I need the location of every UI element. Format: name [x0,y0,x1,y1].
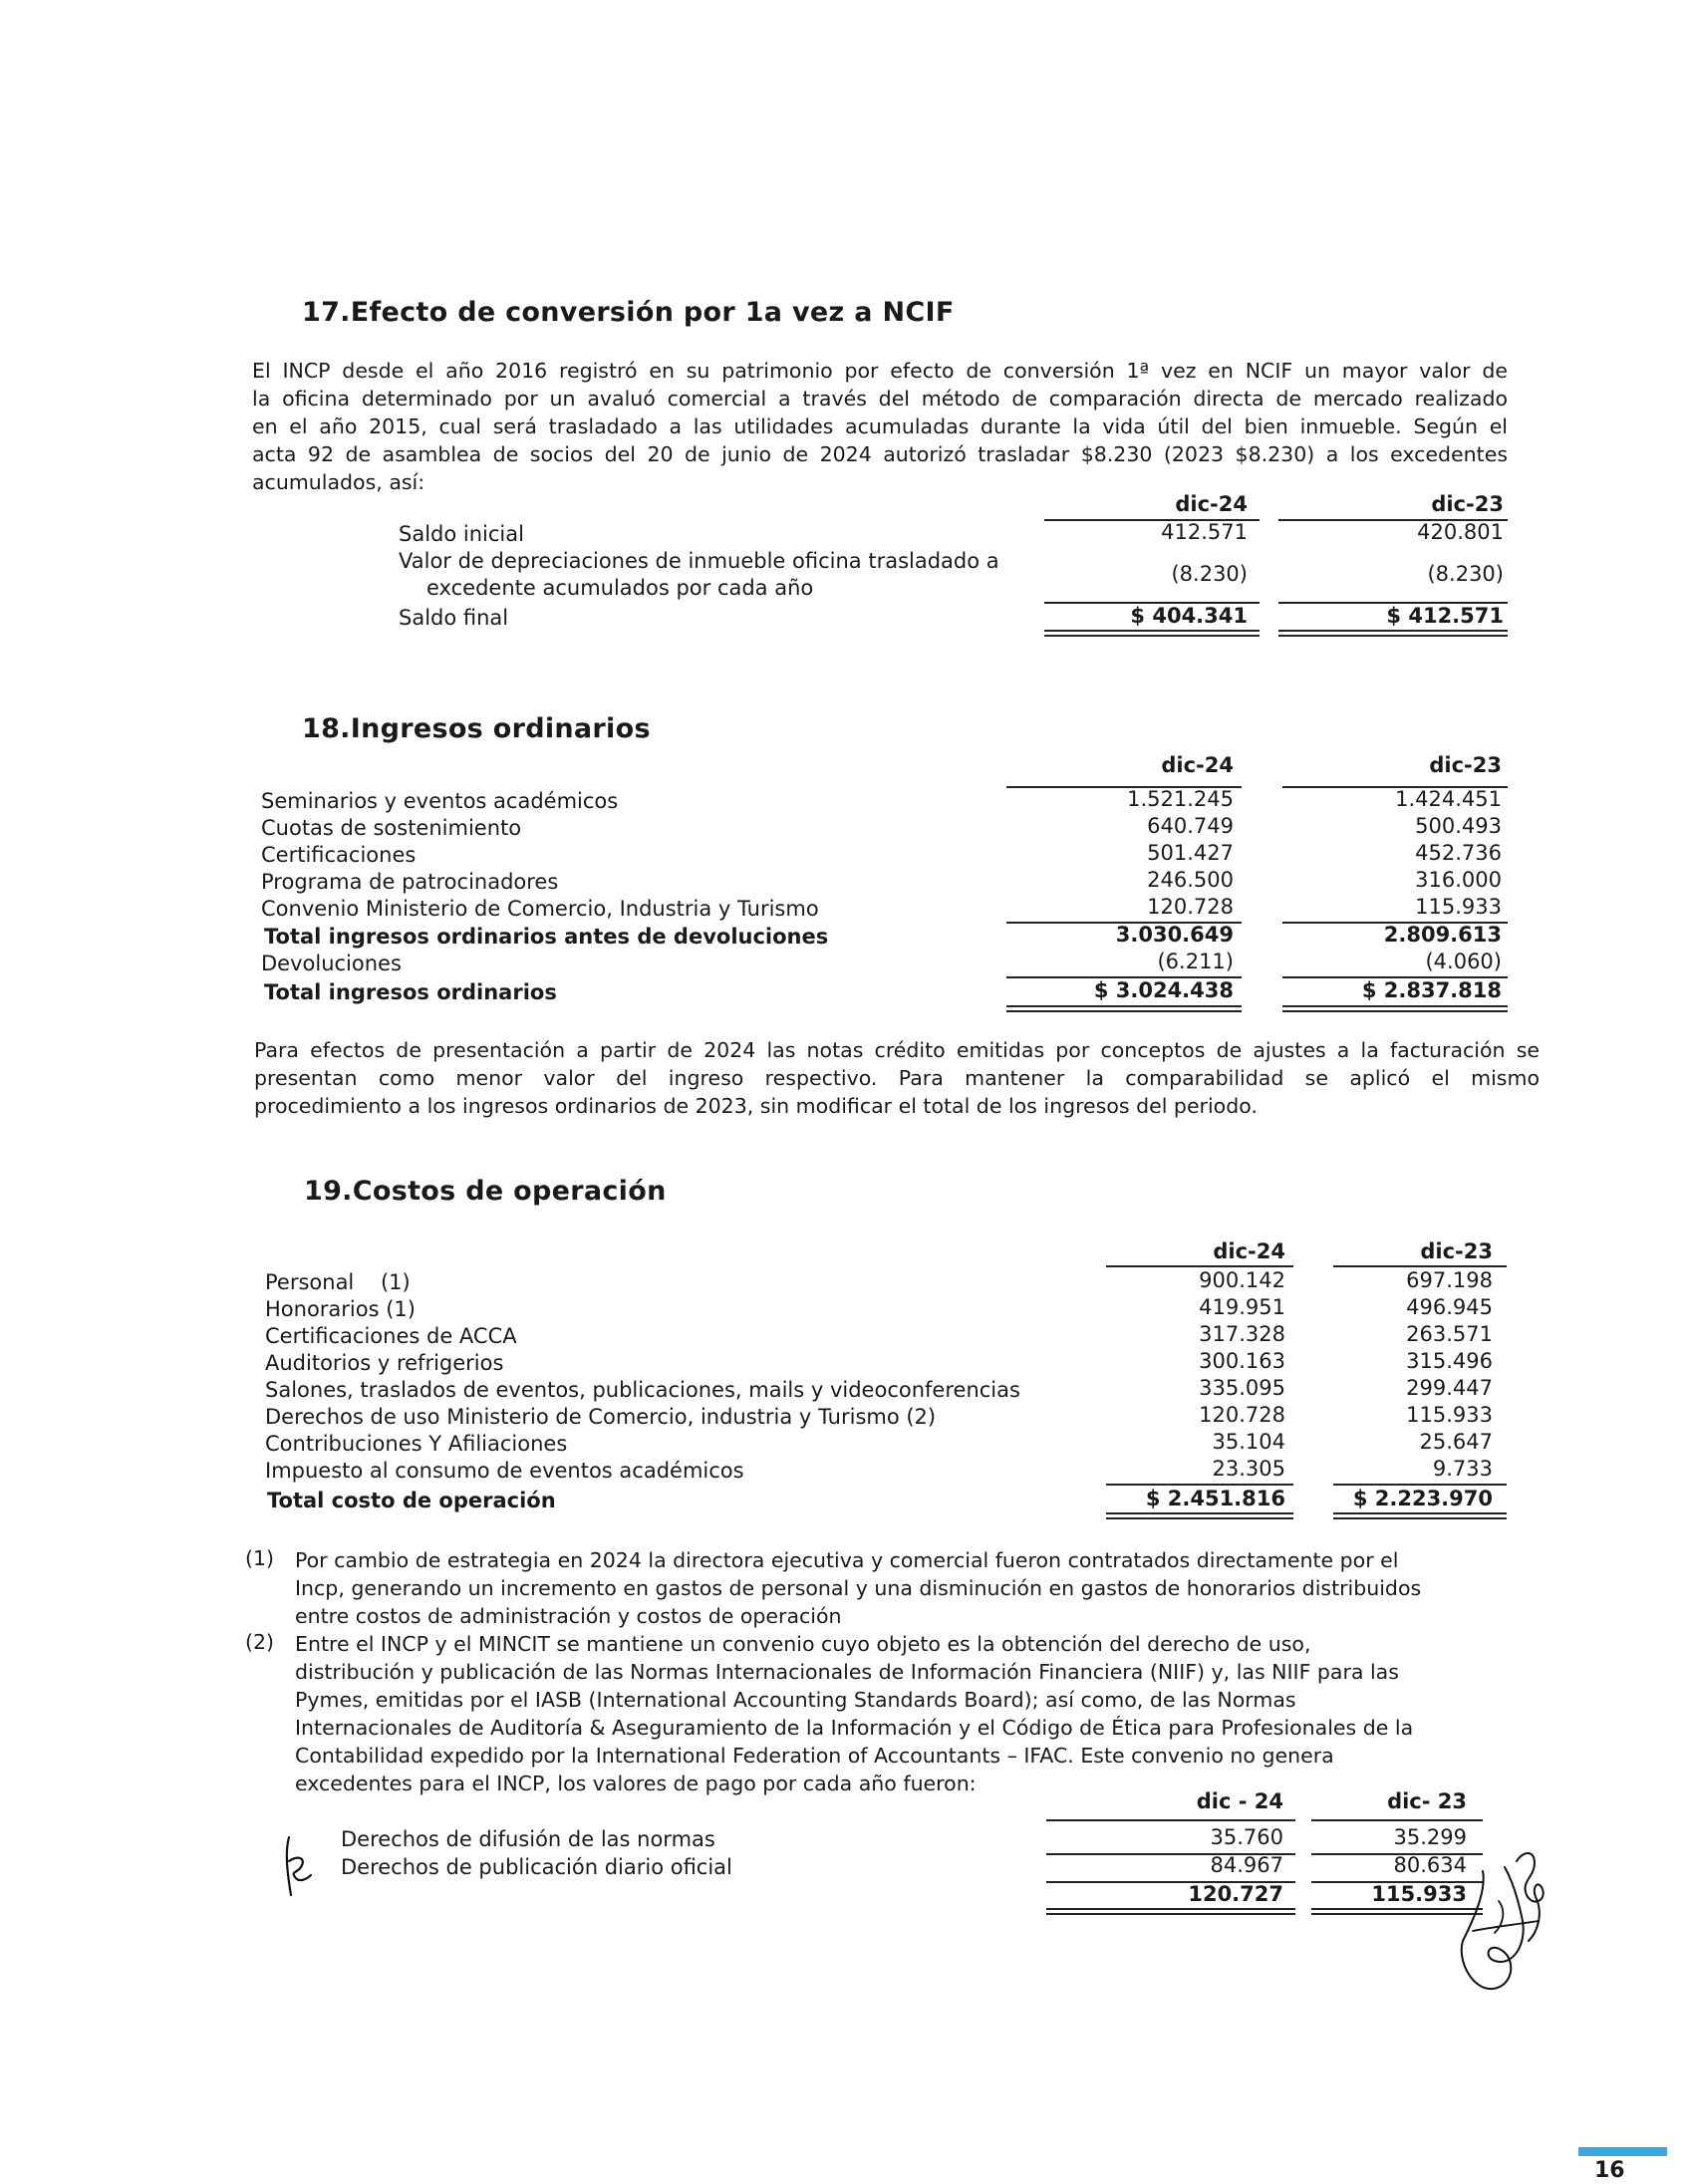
sub-total-dic-24: 120.727 [1188,1882,1283,1906]
table-row-label: Devoluciones [261,952,402,975]
sub-row-value-dic-24: 35.760 [1210,1825,1283,1849]
table-row-value-dic-24: (6.211) [1157,950,1234,973]
header-rule [1311,1819,1483,1821]
table-row-value-dic-24: 419.951 [1199,1295,1285,1319]
table-row-value-dic-23: 115.933 [1406,1403,1493,1427]
header-rule [1106,1265,1293,1267]
table-row-label-total: Total costo de operación [267,1489,556,1512]
table-row-value-dic-24: $ 3.024.438 [1093,978,1234,1002]
total-double-rule [1278,630,1508,637]
footer-accent-bar [1578,2147,1667,2156]
sub-row-value-dic-23: 80.634 [1393,1853,1467,1877]
table-row-label-total: Total ingresos ordinarios [264,980,557,1004]
signature-icon [1443,1841,1572,2001]
sub-row-label: Derechos de difusión de las normas [341,1827,715,1851]
table-row-value-dic-23: $ 2.837.818 [1361,978,1502,1002]
row-label: Saldo inicial [399,522,524,546]
total-double-rule [1046,1908,1295,1915]
page-number: 16 [1594,2158,1625,2183]
section-17-title: 17.Efecto de conversión por 1a vez a NCIF [302,297,955,328]
table-row-value-dic-24: 1.521.245 [1127,787,1234,811]
table-row-value-dic-24: 3.030.649 [1115,923,1234,947]
footnote-line: Incp, generando un incremento en gastos de personal y una disminución en gastos de honorarios distribuidos [295,1576,1422,1600]
table-row-value-dic-24: 335.095 [1199,1376,1285,1400]
table-row-value-dic-23: 315.496 [1406,1349,1493,1373]
section-18-paragraph [254,1036,1540,1120]
table-row-value-dic-23: 9.733 [1432,1457,1493,1481]
section-18-title: 18.Ingresos ordinarios [302,713,651,744]
total-double-rule [1006,1005,1242,1012]
sub-row-label: Derechos de publicación diario oficial [341,1855,732,1879]
table-row-label: Auditorios y refrigerios [265,1351,504,1375]
table-row-value-dic-24: 35.104 [1212,1430,1285,1454]
col-header-dic-23: dic-23 [1420,1239,1493,1263]
table-row-label: Certificaciones de ACCA [265,1324,517,1348]
table-row-value-dic-23: 25.647 [1419,1430,1493,1454]
table-row-value-dic-24: 317.328 [1199,1322,1285,1346]
table-row-value-dic-24: 23.305 [1212,1457,1285,1481]
sub-row-value-dic-24: 84.967 [1210,1853,1283,1877]
footnote-marker-2: (2) [245,1630,275,1654]
col-header-dic-23: dic-23 [1431,492,1504,516]
table-row-value-dic-24: 120.728 [1199,1403,1285,1427]
table-row-value-dic-24: 300.163 [1199,1349,1285,1373]
footnote-line: distribución y publicación de las Normas Internacionales de Información Financiera (NIIF) y, las NIIF para las [295,1660,1399,1684]
footnote-marker-1: (1) [245,1546,275,1570]
table-row-value-dic-24: 246.500 [1147,868,1234,892]
sub-total-dic-23: 115.933 [1371,1882,1467,1906]
row-label: Valor de depreciaciones de inmueble oficina trasladado a [399,549,999,573]
table-row-label: Cuotas de sostenimiento [261,816,522,840]
row-value-dic-23: (8.230) [1427,562,1504,586]
col-header-dic-23: dic- 23 [1387,1789,1467,1813]
paragraph-line: presentan como menor valor del ingreso respectivo. Para mantener la comparabilidad se aplicó el mismo [254,1066,1540,1090]
table-row-value-dic-24: 120.728 [1147,895,1234,919]
table-row-value-dic-23: 1.424.451 [1395,787,1502,811]
table-row-label: Salones, traslados de eventos, publicaciones, mails y videoconferencias [265,1378,1020,1402]
row-value-dic-23: 420.801 [1417,520,1504,544]
total-double-rule [1044,630,1260,637]
table-row-value-dic-23: 299.447 [1406,1376,1493,1400]
footnote-line: entre costos de administración y costos de operación [295,1604,842,1628]
row-value-dic-24: (8.230) [1171,562,1248,586]
header-rule [1333,1265,1507,1267]
table-row-value-dic-23: (4.060) [1425,950,1502,973]
table-row-label: Impuesto al consumo de eventos académicos [265,1459,744,1483]
table-row-value-dic-24: 900.142 [1199,1268,1285,1292]
table-row-label: Derechos de uso Ministerio de Comercio, industria y Turismo (2) [265,1405,937,1429]
table-row-value-dic-23: 496.945 [1406,1295,1493,1319]
footnote-line: Contabilidad expedido por la International Federation of Accountants – IFAC. Este convenio no genera [295,1744,1334,1768]
table-row-label: Certificaciones [261,843,417,867]
total-double-rule [1282,1005,1508,1012]
col-header-dic-24: dic - 24 [1196,1789,1283,1813]
paragraph-line: procedimiento a los ingresos ordinarios de 2023, sin modificar el total de los ingresos del periodo. [254,1094,1258,1118]
table-row-value-dic-23: 263.571 [1406,1322,1493,1346]
row-total-dic-24: $ 404.341 [1130,604,1248,628]
row-label-continued: excedente acumulados por cada año [426,576,814,600]
total-double-rule [1333,1512,1507,1519]
section-17-paragraph [252,357,1508,496]
table-row-value-dic-23: 697.198 [1406,1268,1493,1292]
total-double-rule [1106,1512,1293,1519]
paragraph-line: acumulados, así: [252,470,425,494]
table-row-label: Programa de patrocinadores [261,870,559,894]
col-header-dic-24: dic-24 [1213,1239,1285,1263]
table-row-value-dic-24: 501.427 [1147,841,1234,865]
row-label: Saldo final [399,606,509,630]
paragraph-line: acta 92 de asamblea de socios del 20 de junio de 2024 autorizó trasladar $8.230 (2023 $8.230) a los excedentes [252,442,1508,466]
footnote-line: Pymes, emitidas por el IASB (International Accounting Standards Board); así como, de las Normas [295,1688,1296,1712]
sub-row-value-dic-23: 35.299 [1393,1825,1467,1849]
table-row-label: Honorarios (1) [265,1297,416,1321]
table-row-label: Personal (1) [265,1270,411,1294]
subtotal-rule [1106,1484,1293,1486]
initials-signature-icon [277,1831,317,1901]
footnote-line: excedentes para el INCP, los valores de pago por cada año fueron: [295,1772,977,1795]
footnote-1 [295,1546,1509,1630]
paragraph-line: Para efectos de presentación a partir de 2024 las notas crédito emitidas por conceptos de ajustes a la facturación se [254,1038,1540,1062]
row-value-dic-24: 412.571 [1161,520,1248,544]
col-header-dic-24: dic-24 [1175,492,1248,516]
header-rule [1046,1819,1295,1821]
table-row-label-subtotal: Total ingresos ordinarios antes de devoluciones [264,925,829,949]
footnote-line: Internacionales de Auditoría & Aseguramiento de la Información y el Código de Ética para Profesionales de la [295,1716,1414,1740]
table-row-value-dic-23: 316.000 [1415,868,1502,892]
paragraph-line: la oficina determinado por un avaluó comercial a través del método de comparación directa de mercado realizado [252,387,1508,410]
footnote-line: Por cambio de estrategia en 2024 la directora ejecutiva y comercial fueron contratados directamente por el [295,1548,1399,1572]
table-row-label: Contribuciones Y Afiliaciones [265,1432,568,1456]
table-row-value-dic-23: 452.736 [1415,841,1502,865]
footnote-line: Entre el INCP y el MINCIT se mantiene un convenio cuyo objeto es la obtención del derecho de uso, [295,1632,1311,1656]
paragraph-line: El INCP desde el año 2016 registró en su patrimonio por efecto de conversión 1ª vez en NCIF un mayor valor de [252,359,1508,383]
subtotal-rule [1333,1484,1507,1486]
table-row-label: Seminarios y eventos académicos [261,789,619,813]
paragraph-line: en el año 2015, cual será trasladado a las utilidades acumuladas durante la vida útil del bien inmueble. Según el [252,414,1508,438]
col-header-dic-23: dic-23 [1429,753,1502,777]
table-row-value-dic-23: 2.809.613 [1383,923,1502,947]
table-row-value-dic-23: 500.493 [1415,814,1502,838]
table-row-label: Convenio Ministerio de Comercio, Industria y Turismo [261,897,819,921]
table-row-value-dic-24: 640.749 [1147,814,1234,838]
col-header-dic-24: dic-24 [1161,753,1234,777]
table-row-value-dic-23: $ 2.223.970 [1352,1487,1493,1510]
table-row-value-dic-24: $ 2.451.816 [1145,1487,1285,1510]
table-row-value-dic-23: 115.933 [1415,895,1502,919]
section-19-title: 19.Costos de operación [304,1176,667,1207]
footnote-2 [295,1630,1509,1797]
row-total-dic-23: $ 412.571 [1386,604,1504,628]
